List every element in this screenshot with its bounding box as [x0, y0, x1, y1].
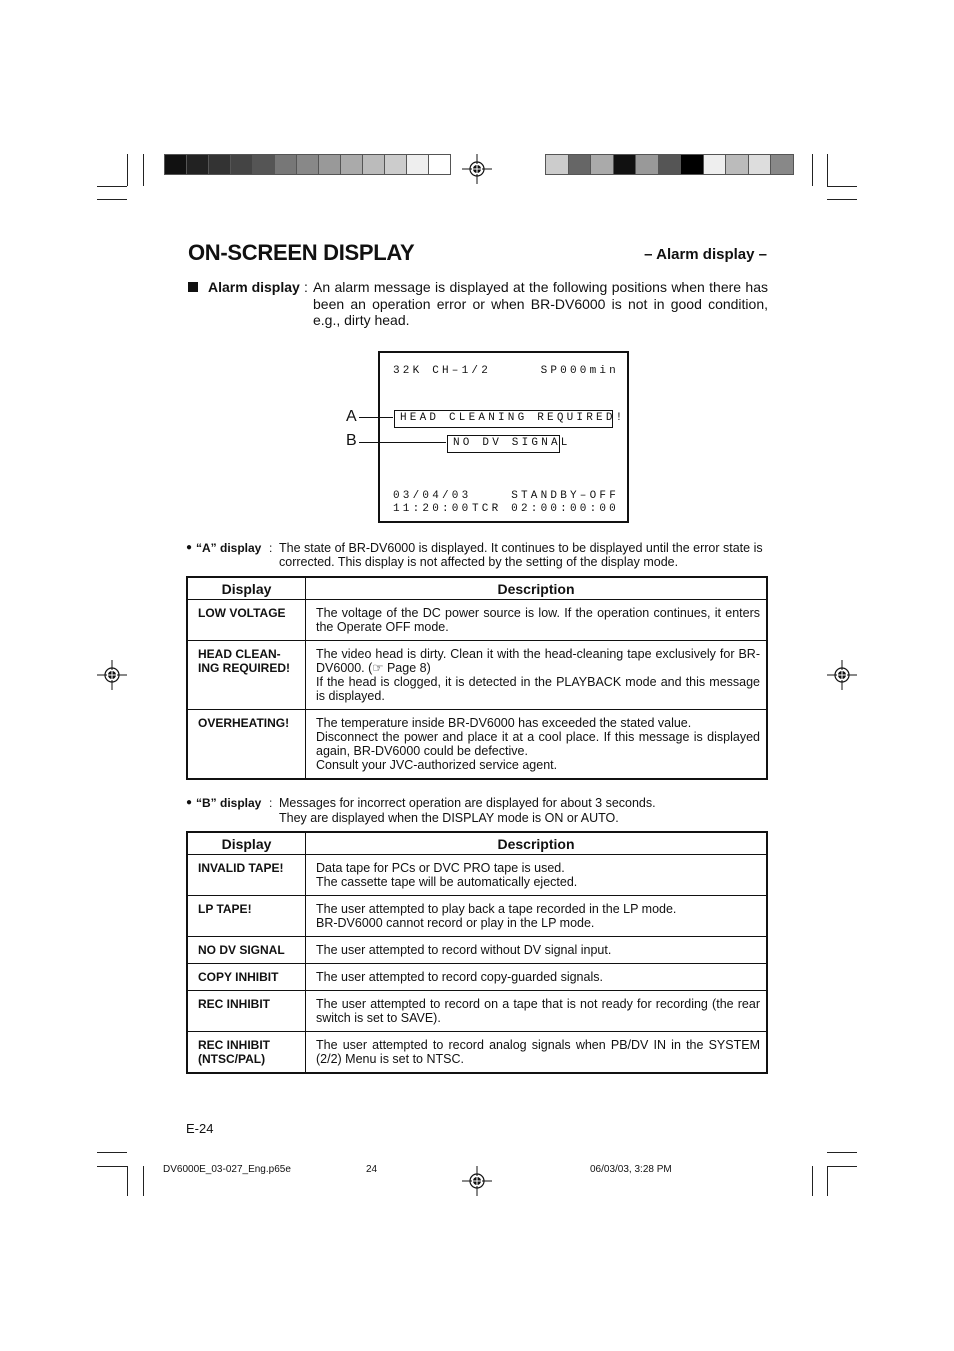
crop-mark: [827, 199, 857, 200]
crop-mark: [97, 1166, 127, 1167]
registration-mark-icon: [97, 660, 127, 690]
description-cell: The user attempted to record on a tape that is not ready for recording (the rear switch is set to SAVE).: [306, 991, 768, 1032]
header-display: Display: [187, 832, 306, 855]
crop-mark: [827, 186, 857, 187]
table-row: [187, 641, 767, 710]
display-cell: HEAD CLEAN- ING REQUIRED!: [187, 641, 306, 710]
osd-date: 03/04/03: [393, 490, 472, 502]
b-display-text-1: Messages for incorrect operation are displayed for about 3 seconds.: [279, 796, 656, 810]
registration-mark-icon: [462, 1166, 492, 1196]
color-swatch: [545, 154, 569, 175]
display-cell: REC INHIBIT (NTSC/PAL): [187, 1032, 306, 1074]
table-row: [187, 991, 767, 1032]
crop-mark: [812, 154, 813, 186]
display-cell: OVERHEATING!: [187, 710, 306, 780]
osd-timecode: TCR 02:00:00:00: [471, 503, 619, 515]
registration-mark-icon: [827, 660, 857, 690]
table-row: [187, 710, 767, 780]
table-row: [187, 896, 767, 937]
osd-screen-figure: [378, 351, 629, 523]
crop-mark: [97, 1152, 127, 1153]
color-swatch: [274, 154, 297, 175]
display-cell: NO DV SIGNAL: [187, 937, 306, 964]
bullet-icon: ●: [186, 797, 193, 808]
description-cell: The voltage of the DC power source is low. If the operation continues, it enters the Operate OFF mode.: [306, 600, 768, 641]
intro-label: Alarm display: [208, 279, 300, 295]
color-swatch: [406, 154, 429, 175]
footer-date: 06/03/03, 3:28 PM: [590, 1164, 672, 1175]
header-description: Description: [306, 577, 768, 600]
a-display-text-2: corrected. This display is not affected by the setting of the display mode.: [279, 555, 679, 569]
crop-mark: [97, 186, 127, 187]
display-cell: INVALID TAPE!: [187, 855, 306, 896]
table-header-row: [187, 577, 767, 600]
description-cell: The video head is dirty. Clean it with the head-cleaning tape exclusively for BR-DV6000. (☞ Page 8) If the head is clogged, it is detected in the PLAYBACK mode and this message is displayed.: [306, 641, 768, 710]
color-swatch: [658, 154, 682, 175]
crop-mark: [827, 1166, 857, 1167]
description-cell: Data tape for PCs or DVC PRO tape is used. The cassette tape will be automatically ejected.: [306, 855, 768, 896]
color-swatch: [252, 154, 275, 175]
page-number: E-24: [186, 1121, 214, 1136]
osd-top-left: 32K CH–1/2: [393, 365, 492, 377]
color-swatch: [296, 154, 319, 175]
bullet-icon: ●: [186, 542, 193, 553]
crop-mark: [827, 1166, 828, 1196]
color-swatch: [164, 154, 187, 175]
color-swatch: [384, 154, 407, 175]
description-cell: The user attempted to record copy-guarded signals.: [306, 964, 768, 991]
color-swatch: [186, 154, 209, 175]
display-cell: REC INHIBIT: [187, 991, 306, 1032]
color-swatch: [362, 154, 385, 175]
crop-mark: [143, 154, 144, 186]
osd-standby: STANDBY–OFF: [511, 490, 619, 502]
leader-line-a: [359, 417, 393, 418]
crop-mark: [827, 154, 828, 186]
leader-line-b: [359, 442, 446, 443]
color-swatch: [703, 154, 727, 175]
b-display-text-2: They are displayed when the DISPLAY mode is ON or AUTO.: [279, 811, 619, 825]
footer-sheet: 24: [366, 1164, 378, 1175]
crop-mark: [97, 199, 127, 200]
b-display-table: [186, 831, 768, 1074]
table-row: [187, 937, 767, 964]
description-cell: The temperature inside BR-DV6000 has exceeded the stated value. Disconnect the power and place it at a cool place. If this message is displayed again, BR-DV6000 could be defective. Consult your JVC-authorized service agent.: [306, 710, 768, 780]
a-display-colon: :: [269, 541, 273, 555]
intro-text: An alarm message is displayed at the following positions when there has been an operation error or when BR-DV6000 is not in good condition, e.g., dirty head.: [313, 279, 768, 328]
color-swatch: [230, 154, 253, 175]
square-bullet-icon: [188, 282, 198, 292]
color-swatch: [680, 154, 704, 175]
crop-mark: [812, 1166, 813, 1196]
a-display-label: “A” display: [196, 541, 262, 555]
crop-mark: [143, 1166, 144, 1196]
osd-alarm-b: NO DV SIGNAL: [447, 435, 560, 453]
osd-time: 11:20:00: [393, 503, 472, 515]
registration-mark-icon: [462, 154, 492, 184]
a-display-table: [186, 576, 768, 780]
color-swatch: [635, 154, 659, 175]
table-header-row: [187, 832, 767, 855]
section-subtitle: – Alarm display –: [644, 246, 767, 263]
label-b: B: [346, 432, 357, 449]
table-row: [187, 855, 767, 896]
description-cell: The user attempted to record analog signals when PB/DV IN in the SYSTEM (2/2) Menu is set to NTSC.: [306, 1032, 768, 1074]
color-swatch: [725, 154, 749, 175]
header-description: Description: [306, 832, 768, 855]
b-display-label: “B” display: [196, 796, 262, 810]
color-swatch: [318, 154, 341, 175]
crop-mark: [127, 154, 128, 186]
color-swatch: [568, 154, 592, 175]
footer-filename: DV6000E_03-027_Eng.p65e: [163, 1164, 291, 1175]
display-cell: COPY INHIBIT: [187, 964, 306, 991]
a-display-text-1: The state of BR-DV6000 is displayed. It continues to be displayed until the error state is: [279, 541, 763, 555]
color-swatch: [428, 154, 451, 175]
color-swatch: [340, 154, 363, 175]
label-a: A: [346, 408, 357, 425]
osd-alarm-a: HEAD CLEANING REQUIRED!: [394, 410, 613, 428]
color-swatch: [748, 154, 772, 175]
table-row: [187, 964, 767, 991]
osd-top-right: SP000min: [540, 365, 619, 377]
color-swatch: [770, 154, 794, 175]
header-display: Display: [187, 577, 306, 600]
intro-colon: :: [304, 279, 308, 295]
color-swatch: [613, 154, 637, 175]
description-cell: The user attempted to play back a tape recorded in the LP mode. BR-DV6000 cannot record or play in the LP mode.: [306, 896, 768, 937]
color-swatch: [590, 154, 614, 175]
table-row: [187, 600, 767, 641]
description-cell: The user attempted to record without DV signal input.: [306, 937, 768, 964]
color-swatch: [208, 154, 231, 175]
crop-mark: [827, 1152, 857, 1153]
b-display-colon: :: [269, 796, 273, 810]
page-title: ON-SCREEN DISPLAY: [188, 240, 415, 265]
table-row: [187, 1032, 767, 1074]
crop-mark: [127, 1166, 128, 1196]
display-cell: LP TAPE!: [187, 896, 306, 937]
display-cell: LOW VOLTAGE: [187, 600, 306, 641]
